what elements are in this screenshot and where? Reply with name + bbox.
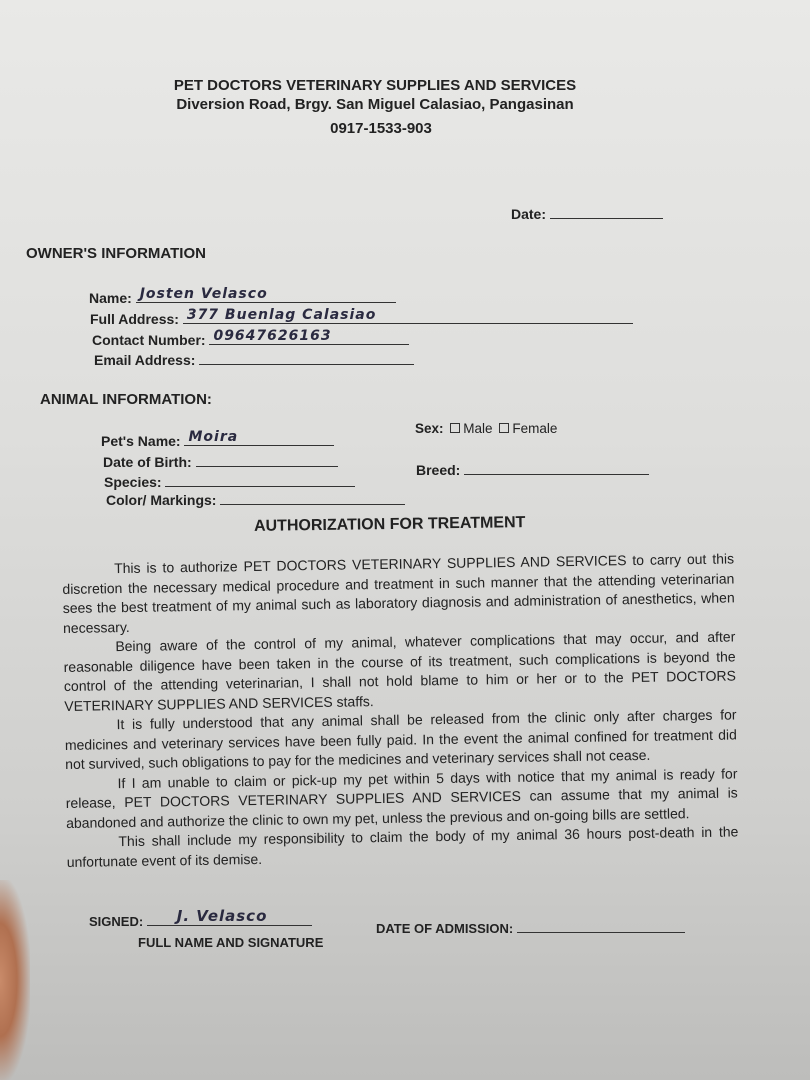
paragraph: Being aware of the control of my animal, whatever complications that may occur, and after reasonable diligence have been taken in the course of its treatment, such complications is beyond the control of the attending veterinarian, I shall not hold blame to him or her or to the PET DOCTORS VETERINARY SUPPLIES AND SERVICES staffs. [63,628,737,714]
date-label: Date: [511,206,547,222]
signature-caption: FULL NAME AND SIGNATURE [138,935,324,950]
male-label: Male [463,421,493,436]
date-field[interactable] [511,204,663,222]
admission-label: DATE OF ADMISSION: [376,921,514,936]
paragraph: If I am unable to claim or pick-up my pet within 5 days with notice that my animal is ready for release, PET DOCTORS VETERINARY SUPPLIES AND SERVICES can assume that my animal is abandoned and authorize the clinic to own my pet, unless the previous and on-going bills are settled. [65,764,738,831]
pet-name-field[interactable] [101,431,334,449]
pet-name-label: Pet's Name: [101,433,181,449]
paragraph: This is to authorize PET DOCTORS VETERINARY SUPPLIES AND SERVICES to carry out this discretion the necessary medical procedure and treatment in such manner that the attending veterinarian sees the best treatment of my animal such as laboratory diagnosis and administration of anesthetics, when necessary. [62,550,735,636]
species-field[interactable] [104,472,355,490]
authorization-text [62,549,739,872]
breed-label: Breed: [416,462,461,478]
contact-value: 09647626163 [213,328,332,344]
dob-field[interactable] [103,452,338,470]
address-value: 377 Buenlag Calasiao [186,307,377,323]
color-markings-field[interactable] [106,490,405,508]
signed-label: SIGNED: [89,914,144,929]
company-address: Diversion Road, Brgy. San Miguel Calasiao, Pangasinan [176,96,574,113]
owner-address-field[interactable] [90,309,633,327]
paragraph: This shall include my responsibility to claim the body of my animal 36 hours post-death in the unfortunate event of its demise. [66,823,739,870]
address-label: Full Address: [90,311,179,327]
paragraph: It is fully understood that any animal shall be released from the clinic only after charges for medicines and veterinary services have been fully paid. In the event the animal confined for treatment did not survived, such obligations to pay for the medicines and veterinary services shall not cease. [64,706,737,772]
sex-field [415,421,557,436]
signed-field[interactable] [89,907,312,929]
signature-value: J. Velasco [176,907,268,925]
finger-shadow [0,880,30,1080]
breed-field[interactable] [416,460,649,478]
name-label: Name: [89,290,132,306]
pet-name-value: Moira [188,429,239,445]
species-label: Species: [104,474,162,490]
animal-heading: ANIMAL INFORMATION: [40,391,212,408]
company-phone: 0917-1533-903 [330,120,432,137]
authorization-heading: AUTHORIZATION FOR TREATMENT [253,514,526,535]
owner-heading: OWNER'S INFORMATION [26,245,206,262]
company-name: PET DOCTORS VETERINARY SUPPLIES AND SERVICES [173,77,577,94]
dob-label: Date of Birth: [103,454,192,470]
name-value: Josten Velasco [139,286,268,302]
admission-date-field[interactable] [376,918,685,936]
owner-name-field[interactable] [89,288,396,306]
email-label: Email Address: [94,352,196,368]
color-label: Color/ Markings: [106,492,217,508]
owner-contact-field[interactable] [92,330,409,348]
sex-label: Sex: [415,421,444,436]
male-checkbox[interactable] [450,423,460,433]
female-label: Female [512,421,558,436]
contact-label: Contact Number: [92,332,206,348]
female-checkbox[interactable] [499,423,509,433]
owner-email-field[interactable] [94,350,414,368]
